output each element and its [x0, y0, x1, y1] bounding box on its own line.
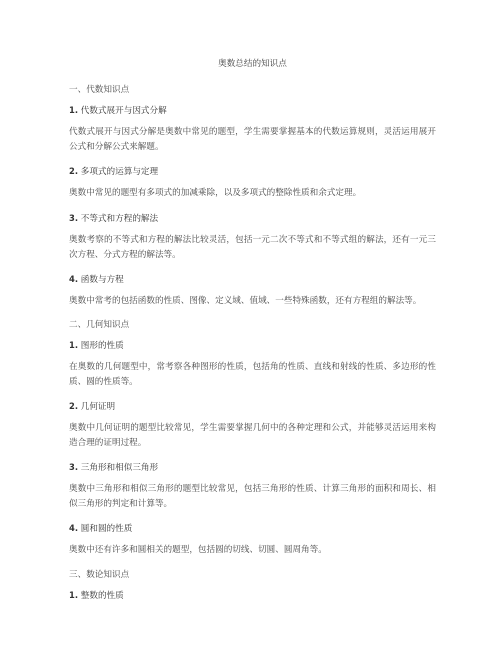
section-heading-geometry: 二、几何知识点	[69, 320, 130, 330]
item-title: 整数的性质	[80, 591, 124, 601]
item-heading	[69, 522, 436, 535]
item-heading	[69, 212, 436, 225]
item-paragraph: 在奥数的几何题型中，常考察各种图形的性质，包括角的性质、直线和射线的性质、多边形的性质、圆的性质等。	[69, 362, 436, 387]
document-title: 奥数总结的知识点	[218, 59, 287, 69]
item-number: 1.	[69, 590, 79, 600]
item-heading	[69, 273, 436, 286]
item-title: 圆和圆的性质	[80, 524, 133, 534]
section-heading-algebra: 一、代数知识点	[69, 85, 130, 95]
item-number: 4.	[69, 523, 79, 533]
item-number: 1.	[69, 340, 79, 350]
item-paragraph: 奥数考察的不等式和方程的解法比较灵活，包括一元二次不等式和不等式组的解法，还有一元三次方程、分式方程的解法等。	[69, 235, 436, 260]
item-number: 3.	[69, 213, 79, 223]
item-number: 4.	[69, 274, 79, 284]
item-number: 1.	[69, 105, 79, 115]
item-title: 多项式的运算与定理	[80, 167, 159, 177]
item-title: 几何证明	[80, 402, 116, 412]
item-heading	[69, 104, 436, 117]
item-paragraph: 奥数中常考的包括函数的性质、图像、定义域、值域、一些特殊函数，还有方程组的解法等。	[69, 296, 422, 306]
item-number: 2.	[69, 401, 79, 411]
item-title: 代数式展开与因式分解	[80, 106, 167, 116]
item-heading	[69, 461, 436, 474]
item-title: 不等式和方程的解法	[80, 214, 159, 224]
item-title: 三角形和相似三角形	[80, 463, 159, 473]
item-paragraph: 奥数中几何证明的题型比较常见，学生需要掌握几何中的各种定理和公式，并能够灵活运用来构造合理的证明过程。	[69, 423, 436, 448]
item-title: 函数与方程	[80, 275, 124, 285]
item-heading	[69, 165, 436, 178]
item-heading	[69, 589, 436, 602]
item-title: 图形的性质	[80, 341, 124, 351]
item-number: 3.	[69, 462, 79, 472]
item-heading	[69, 400, 436, 413]
item-number: 2.	[69, 166, 79, 176]
item-paragraph: 奥数中常见的题型有多项式的加减乘除，以及多项式的整除性质和余式定理。	[69, 188, 362, 198]
section-heading-number-theory: 三、数论知识点	[69, 570, 130, 580]
item-paragraph: 奥数中还有许多和圆相关的题型，包括圆的切线、切圆、圆周角等。	[69, 545, 327, 555]
item-paragraph: 奥数中三角形和相似三角形的题型比较常见，包括三角形的性质、计算三角形的面积和周长、相似三角形的判定和计算等。	[69, 484, 436, 509]
item-paragraph: 代数式展开与因式分解是奥数中常见的题型，学生需要掌握基本的代数运算规则，灵活运用展开公式和分解公式来解题。	[69, 127, 436, 152]
item-heading	[69, 339, 436, 352]
